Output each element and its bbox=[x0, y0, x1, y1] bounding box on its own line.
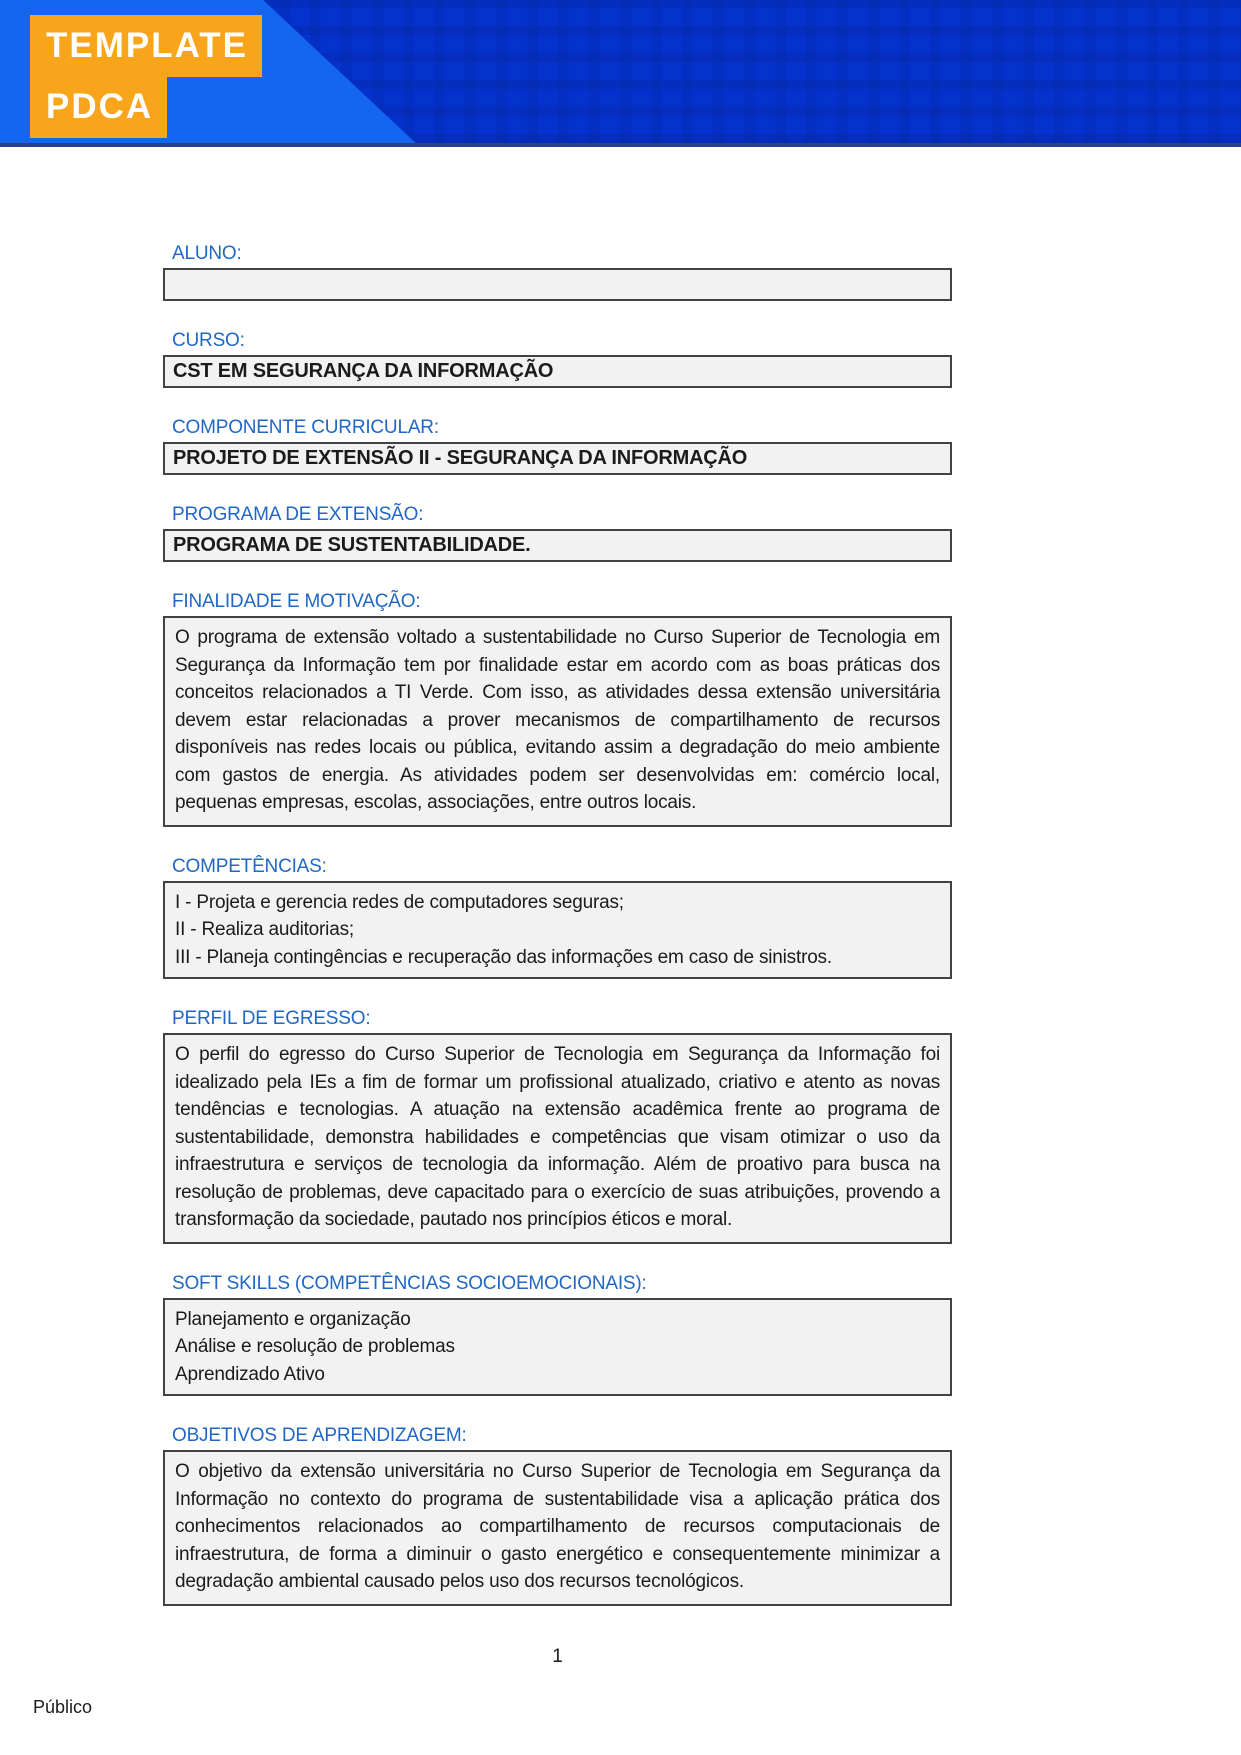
field-componente-curricular bbox=[163, 417, 952, 475]
field-curso bbox=[163, 330, 952, 388]
soft-skills-list-box[interactable] bbox=[163, 1298, 952, 1397]
objetivos-aprendizagem-label: OBJETIVOS DE APRENDIZAGEM: bbox=[172, 1425, 467, 1446]
finalidade-motivacao-label: FINALIDADE E MOTIVAÇÃO: bbox=[172, 591, 421, 612]
competencias-item-2: II - Realiza auditorias; bbox=[175, 919, 354, 940]
aluno-input-box[interactable] bbox=[163, 268, 952, 301]
field-finalidade-motivacao bbox=[163, 591, 952, 827]
field-soft-skills bbox=[163, 1273, 952, 1397]
field-aluno bbox=[163, 243, 952, 301]
field-perfil-egresso bbox=[163, 1008, 952, 1244]
programa-extensao-label: PROGRAMA DE EXTENSÃO: bbox=[172, 504, 424, 525]
page-number: 1 bbox=[552, 1645, 563, 1667]
programa-extensao-value-box[interactable]: PROGRAMA DE SUSTENTABILIDADE. bbox=[163, 529, 952, 562]
pdca-logo bbox=[30, 15, 262, 138]
competencias-item-3: III - Planeja contingências e recuperação das informações em caso de sinistros. bbox=[175, 946, 832, 968]
soft-skills-item-1: Planejamento e organização bbox=[175, 1308, 411, 1330]
field-programa-extensao bbox=[163, 504, 952, 562]
field-competencias bbox=[163, 856, 952, 980]
perfil-egresso-label: PERFIL DE EGRESSO: bbox=[172, 1008, 371, 1029]
logo-text-template: TEMPLATE bbox=[30, 15, 262, 77]
soft-skills-item-3: Aprendizado Ativo bbox=[175, 1363, 325, 1385]
header-banner bbox=[0, 0, 1241, 147]
logo-text-pdca: PDCA bbox=[30, 76, 167, 138]
componente-curricular-label: COMPONENTE CURRICULAR: bbox=[172, 417, 439, 438]
perfil-egresso-text-box[interactable]: O perfil do egresso do Curso Superior de Tecnologia em Segurança da Informação foi idealizado pela IEs a fim de formar um profissional atualizado, criativo e atento as novas tendências e tecnologias. A atuação na extensão acadêmica frente ao programa de sustentabilidade, demonstra habilidades e competências que visam otimizar o uso da infraestrutura e serviços de tecnologia da informação. Além de proativo para busca na resolução de problemas, deve capacitado para o exercício de suas atribuições, provendo a transformação da sociedade, pautado nos princípios éticos e moral. bbox=[163, 1033, 952, 1244]
curso-value-box[interactable]: CST EM SEGURANÇA DA INFORMAÇÃO bbox=[163, 355, 952, 388]
finalidade-motivacao-text-box[interactable]: O programa de extensão voltado a sustentabilidade no Curso Superior de Tecnologia em Segurança da Informação tem por finalidade estar em acordo com as boas práticas dos conceitos relacionados a TI Verde. Com isso, as atividades dessa extensão universitária devem estar relacionadas a prover mecanismos de compartilhamento de recursos disponíveis nas redes locais ou pública, evitando assim a degradação do meio ambiente com gastos de energia. As atividades podem ser desenvolvidas em: comércio local, pequenas empresas, escolas, associações, entre outros locais. bbox=[163, 616, 952, 827]
competencias-list-box[interactable] bbox=[163, 881, 952, 980]
curso-label: CURSO: bbox=[172, 330, 245, 351]
componente-curricular-value-box[interactable]: PROJETO DE EXTENSÃO II - SEGURANÇA DA INFORMAÇÃO bbox=[163, 442, 952, 475]
competencias-label: COMPETÊNCIAS: bbox=[172, 855, 327, 877]
aluno-label: ALUNO: bbox=[172, 243, 242, 264]
classification-label: Público bbox=[33, 1697, 93, 1717]
soft-skills-item-2: Análise e resolução de problemas bbox=[175, 1336, 455, 1357]
form-content bbox=[0, 147, 952, 1606]
soft-skills-label: SOFT SKILLS (COMPETÊNCIAS SOCIOEMOCIONAIS): bbox=[172, 1272, 647, 1294]
objetivos-aprendizagem-text-box[interactable]: O objetivo da extensão universitária no Curso Superior de Tecnologia em Segurança da Informação no contexto do programa de sustentabilidade visa a aplicação prática dos conhecimentos relacionados ao compartilhamento de recursos computacionais de infraestrutura, de forma a diminuir o gasto energético e consequentemente minimizar a degradação ambiental causado pelos uso dos recursos tecnológicos. bbox=[163, 1450, 952, 1606]
field-objetivos-aprendizagem bbox=[163, 1425, 952, 1606]
competencias-item-1: I - Projeta e gerencia redes de computadores seguras; bbox=[175, 891, 624, 913]
